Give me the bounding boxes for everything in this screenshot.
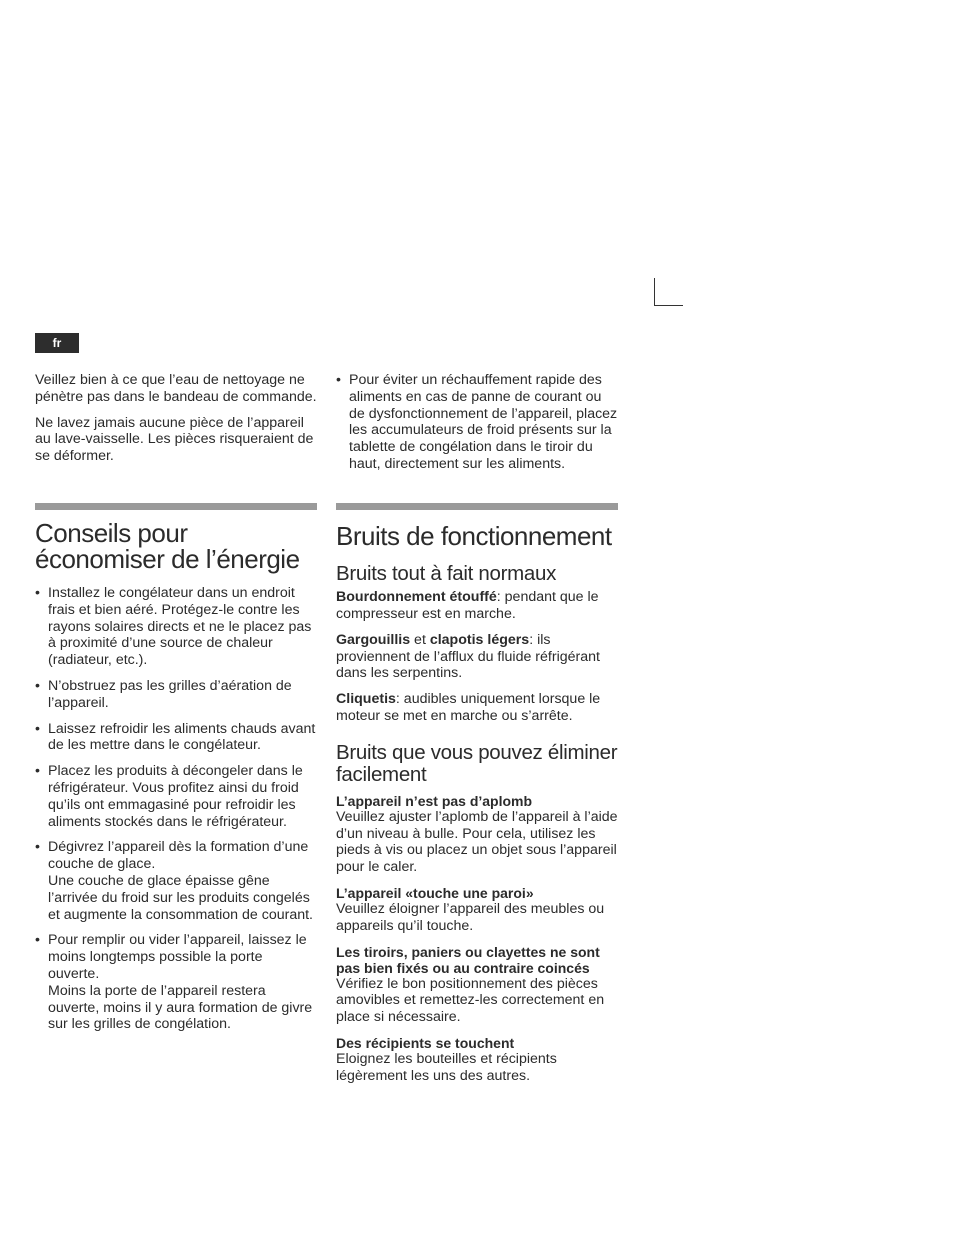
list-item: • Pour éviter un réchauffement rapide des aliments en cas de panne de courant ou de dysfonctionnement de l’appareil, placez les accumulateurs de froid présents sur la tablette de congélation dans le tiroir du haut, directement sur les aliments. bbox=[336, 372, 618, 472]
noise-section-title: Bruits de fonctionnement bbox=[336, 520, 612, 551]
list-item: • Laissez refroidir les aliments chauds avant de les mettre dans le congélateur. bbox=[35, 720, 316, 754]
bullet-icon: • bbox=[35, 763, 40, 780]
cleaning-note-2: Ne lavez jamais aucune pièce de l’appareil au lave-vaisselle. Les pièces risqueraient de se déformer. bbox=[35, 414, 314, 465]
item-heading: L’appareil n’est pas d’aplomb bbox=[336, 792, 533, 809]
bullet-icon: • bbox=[35, 584, 40, 601]
list-item bbox=[336, 1035, 618, 1085]
fixable-noises-title: Bruits que vous pouvez éliminer facilement bbox=[336, 740, 618, 786]
bullet-icon: • bbox=[35, 677, 40, 694]
bullet-icon: • bbox=[336, 372, 341, 388]
energy-tips-list bbox=[35, 585, 317, 1033]
energy-section-title: Conseils pour économiser de l’énergie bbox=[35, 517, 300, 575]
power-failure-list bbox=[336, 372, 618, 473]
crop-mark-vertical bbox=[654, 278, 655, 306]
bullet-icon: • bbox=[35, 932, 40, 949]
hum-description: Bourdonnement étouffé: pendant que le compresseur est en marche. bbox=[336, 589, 599, 623]
item-text: Eloignez les bouteilles et récipients légèrement les uns des autres. bbox=[336, 1051, 557, 1084]
section-rule bbox=[336, 503, 618, 510]
item-text: Vérifiez le bon positionnement des pièces amovibles et remettez-les correctement en place si nécessaire. bbox=[336, 975, 605, 1026]
item-heading: L’appareil «touche une paroi» bbox=[336, 885, 534, 902]
right-column bbox=[336, 372, 618, 1085]
item-heading: Des récipients se touchent bbox=[336, 1035, 515, 1052]
normal-noises-list bbox=[336, 589, 618, 725]
item-text: Veuillez éloigner l’appareil des meubles ou appareils qu’il touche. bbox=[336, 901, 605, 934]
item-text: Veuillez ajuster l’aplomb de l’appareil à l’aide d’un niveau à bulle. Pour cela, utilisez les pieds à vis ou placez un objet sous l’appareil pour le caler. bbox=[336, 808, 618, 876]
list-item: • Placez les produits à décongeler dans le réfrigérateur. Vous profitez ainsi du froid qu’ils ont emmagasiné pour refroidir les aliments stockés dans le réfrigérateur. bbox=[35, 763, 303, 830]
list-item bbox=[336, 885, 618, 935]
normal-noises-title: Bruits tout à fait normaux bbox=[336, 562, 557, 586]
list-item bbox=[336, 793, 618, 876]
bullet-icon: • bbox=[35, 839, 40, 856]
list-item: • Installez le congélateur dans un endroit frais et bien aéré. Protégez-le contre les rayons solaires directs et ne le placez pas à proximité d’une source de chaleur (radiateur, etc.). bbox=[35, 584, 312, 669]
cleaning-note-1: Veillez bien à ce que l’eau de nettoyage ne pénètre pas dans le bandeau de commande. bbox=[35, 372, 317, 405]
bullet-icon: • bbox=[35, 720, 40, 737]
language-badge: fr bbox=[35, 333, 79, 353]
item-heading: Les tiroirs, paniers ou clayettes ne sont pas bien fixés ou au contraire coincés bbox=[336, 943, 600, 976]
gurgle-description: Gargouillis et clapotis légers: ils proviennent de l’afflux du fluide réfrigérant dans les serpentins. bbox=[336, 631, 600, 682]
list-item: • Pour remplir ou vider l’appareil, laissez le moins longtemps possible la porte ouverte. Moins la porte de l’appareil restera ouverte, moins il y aura formation de givre sur les grilles de congélation. bbox=[35, 932, 313, 1033]
fixable-noises-list bbox=[336, 793, 618, 1085]
left-column bbox=[35, 372, 317, 1033]
crop-mark-horizontal bbox=[654, 305, 683, 306]
list-item: • N’obstruez pas les grilles d’aération de l’appareil. bbox=[35, 677, 292, 711]
click-description: Cliquetis: audibles uniquement lorsque le moteur se met en marche ou s’arrête. bbox=[336, 691, 601, 725]
list-item: • Dégivrez l’appareil dès la formation d’une couche de glace. Une couche de glace épaisse gêne l’arrivée du froid sur les produits congelés et augmente la consommation de courant. bbox=[35, 839, 313, 923]
list-item bbox=[336, 944, 618, 1026]
section-rule bbox=[35, 503, 317, 510]
